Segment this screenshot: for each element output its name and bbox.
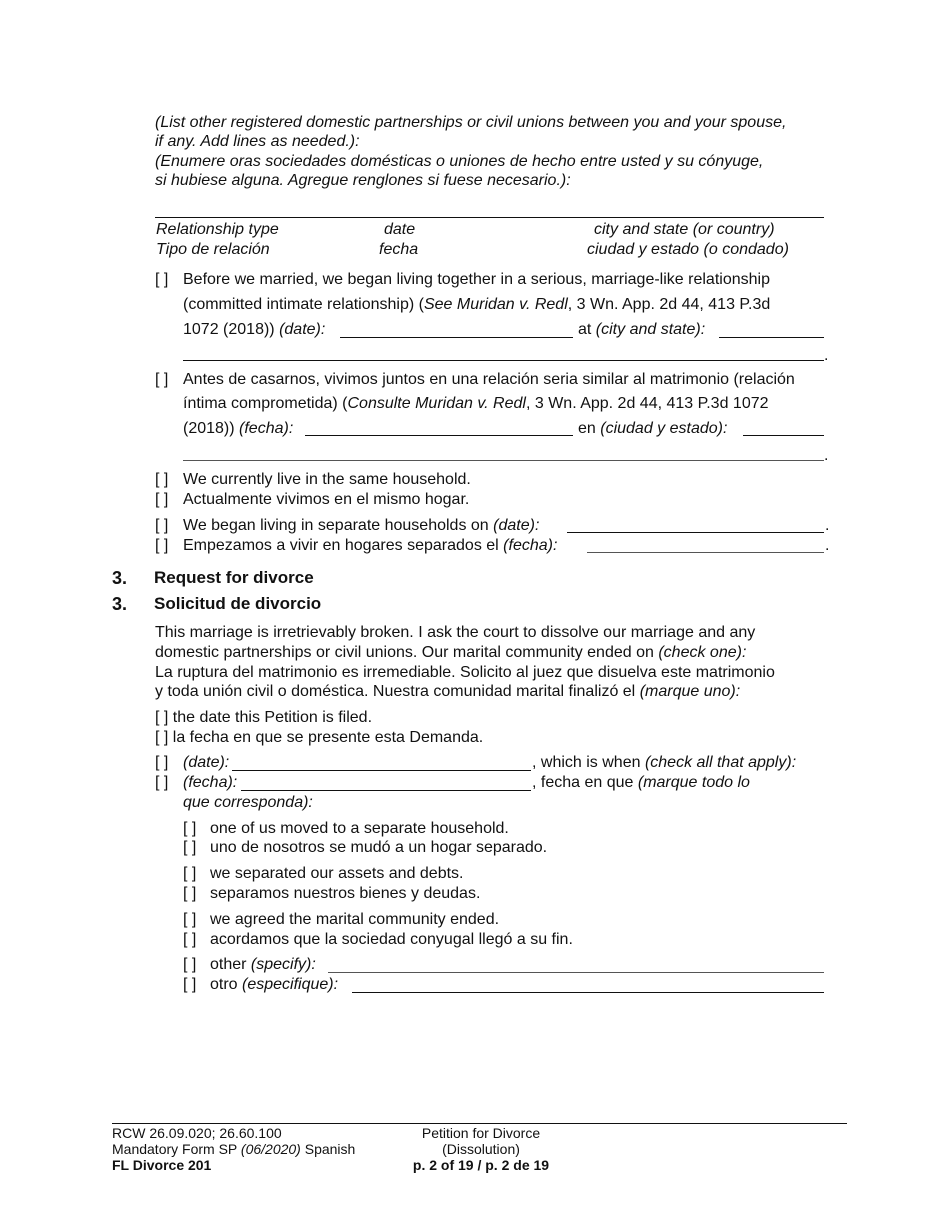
footer-title1: Petition for Divorce	[421, 1125, 541, 1141]
date-es-after: , fecha en que (marque todo lo	[532, 774, 750, 791]
checkbox-assets-es[interactable]: [ ]	[183, 885, 197, 902]
header-tipo-relacion: Tipo de relación	[156, 241, 270, 258]
checkbox-other-en[interactable]: [ ]	[183, 956, 197, 973]
checkbox-moved-es[interactable]: [ ]	[183, 839, 197, 856]
footer-mandatory-form: Mandatory Form SP (06/2020) Spanish	[112, 1141, 356, 1157]
separate-household-es: Empezamos a vivir en hogares separados el (fecha):	[183, 537, 558, 554]
checkbox-date-es[interactable]: [ ]	[155, 774, 169, 791]
cir-es-ciudad-field[interactable]	[743, 435, 824, 436]
date-en-label: (date):	[183, 754, 230, 771]
table-top-rule	[155, 217, 824, 218]
same-household-en: We currently live in the same household.	[183, 471, 471, 488]
cir-es-line1: Antes de casarnos, vivimos juntos en una relación seria similar al matrimonio (relación	[183, 371, 795, 388]
option-filed-es[interactable]: [ ] la fecha en que se presente esta Demanda.	[155, 729, 484, 746]
option-agreed-en: we agreed the marital community ended.	[210, 911, 500, 928]
checkbox-assets-en[interactable]: [ ]	[183, 865, 197, 882]
checkbox-cir-en[interactable]: [ ]	[155, 271, 169, 288]
option-other-en: other (specify):	[210, 956, 316, 973]
header-date: date	[384, 221, 416, 238]
request-p3: La ruptura del matrimonio es irremediable. Solicito al juez que disuelva este matrimonio	[155, 664, 775, 681]
date-es-label: (fecha):	[183, 774, 238, 791]
footer-form-id: FL Divorce 201	[112, 1157, 212, 1173]
cir-en-line3: 1072 (2018)) (date):	[183, 321, 326, 338]
separate-household-en: We began living in separate households on (date):	[183, 517, 540, 534]
other-es-field[interactable]	[352, 992, 824, 993]
option-agreed-es: acordamos que la sociedad conyugal llegó a su fin.	[210, 931, 573, 948]
footer-rcw: RCW 26.09.020; 26.60.100	[112, 1125, 282, 1141]
separate-date-es-field[interactable]	[587, 552, 824, 553]
footer-rule	[112, 1123, 847, 1124]
checkbox-agreed-en[interactable]: [ ]	[183, 911, 197, 928]
cir-en-continuation-line[interactable]	[183, 360, 824, 361]
cir-en-at-label: at (city and state):	[578, 321, 706, 338]
checkbox-separate-household-en[interactable]: [ ]	[155, 517, 169, 534]
cir-en-line2: (committed intimate relationship) (See Muridan v. Redl, 3 Wn. App. 2d 44, 413 P.3d	[183, 296, 771, 313]
checkbox-cir-es[interactable]: [ ]	[155, 371, 169, 388]
same-household-es: Actualmente vivimos en el mismo hogar.	[183, 491, 470, 508]
request-p2: domestic partnerships or civil unions. Our marital community ended on (check one):	[155, 644, 747, 661]
section-number-es: 3.	[112, 594, 128, 614]
section-number-en: 3.	[112, 568, 128, 588]
checkbox-other-es[interactable]: [ ]	[183, 976, 197, 993]
cir-es-continuation-line[interactable]	[183, 460, 824, 461]
cir-es-period: .	[824, 447, 829, 464]
intro-en-line1: (List other registered domestic partnerships or civil unions between you and your spouse,	[155, 114, 787, 131]
request-p1: This marriage is irretrievably broken. I ask the court to dissolve our marriage and any	[155, 624, 756, 641]
other-en-field[interactable]	[328, 972, 824, 973]
cir-es-en-label: en (ciudad y estado):	[578, 420, 728, 437]
separate-date-en-field[interactable]	[567, 532, 824, 533]
checkbox-moved-en[interactable]: [ ]	[183, 820, 197, 837]
footer-page-number: p. 2 of 19 / p. 2 de 19	[412, 1157, 550, 1173]
date-es-field[interactable]	[241, 790, 531, 791]
date-en-after: , which is when (check all that apply):	[532, 754, 797, 771]
intro-en-line2: if any. Add lines as needed.):	[155, 133, 360, 150]
section-title-en: Request for divorce	[154, 568, 314, 587]
option-filed-en[interactable]: [ ] the date this Petition is filed.	[155, 709, 373, 726]
cir-es-line2: íntima comprometida) (Consulte Muridan v. Redl, 3 Wn. App. 2d 44, 413 P.3d 1072	[183, 395, 769, 412]
cir-es-fecha-field[interactable]	[305, 435, 573, 436]
separate-es-period: .	[825, 537, 830, 554]
header-relationship-type: Relationship type	[156, 221, 279, 238]
header-fecha: fecha	[379, 241, 419, 258]
option-moved-en: one of us moved to a separate household.	[210, 820, 509, 837]
separate-en-period: .	[825, 517, 830, 534]
header-ciudad-estado: ciudad y estado (o condado)	[587, 241, 789, 258]
intro-es-line1: (Enumere oras sociedades domésticas o uniones de hecho entre usted y su cónyuge,	[155, 153, 764, 170]
checkbox-agreed-es[interactable]: [ ]	[183, 931, 197, 948]
option-assets-en: we separated our assets and debts.	[210, 865, 464, 882]
option-other-es: otro (especifique):	[210, 976, 339, 993]
footer-title2: (Dissolution)	[442, 1141, 520, 1157]
cir-en-date-field[interactable]	[340, 337, 573, 338]
cir-en-line1: Before we married, we began living together in a serious, marriage-like relationship	[183, 271, 770, 288]
intro-es-line2: si hubiese alguna. Agregue renglones si fuese necesario.):	[155, 172, 571, 189]
date-en-field[interactable]	[232, 770, 531, 771]
checkbox-date-en[interactable]: [ ]	[155, 754, 169, 771]
date-es-after-cont: que corresponda):	[183, 794, 313, 811]
cir-en-period: .	[824, 347, 829, 364]
request-p4: y toda unión civil o doméstica. Nuestra comunidad marital finalizó el (marque uno):	[155, 683, 741, 700]
checkbox-separate-household-es[interactable]: [ ]	[155, 537, 169, 554]
option-moved-es: uno de nosotros se mudó a un hogar separado.	[210, 839, 548, 856]
checkbox-same-household-es[interactable]: [ ]	[155, 491, 169, 508]
cir-es-line3: (2018)) (fecha):	[183, 420, 294, 437]
cir-en-city-field[interactable]	[719, 337, 824, 338]
option-assets-es: separamos nuestros bienes y deudas.	[210, 885, 481, 902]
header-city-state: city and state (or country)	[594, 221, 775, 238]
checkbox-same-household-en[interactable]: [ ]	[155, 471, 169, 488]
section-title-es: Solicitud de divorcio	[154, 594, 322, 613]
